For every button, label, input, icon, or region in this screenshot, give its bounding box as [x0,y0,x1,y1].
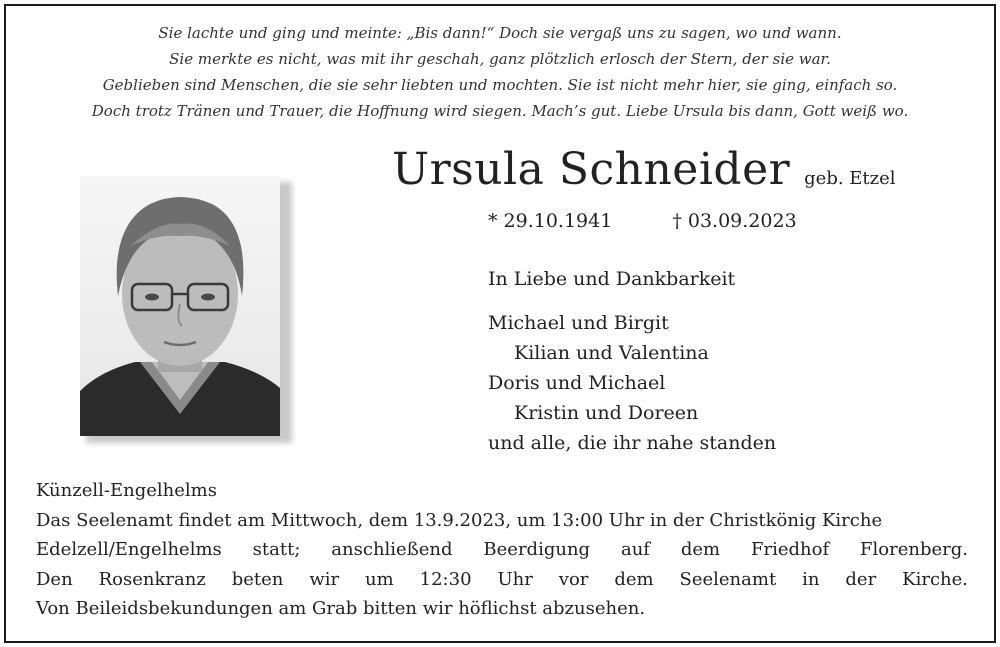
mourner-line: Kristin und Doreen [514,402,699,424]
birth-name: geb. Etzel [804,168,896,189]
notice-line: Den Rosenkranz beten wir um 12:30 Uhr vor dem Seelenamt in der Kirche. [36,568,968,590]
deceased-name: Ursula Schneider [392,144,791,195]
portrait-illustration [80,176,280,436]
poem-line: Geblieben sind Menschen, die sie sehr liebten und mochten. Sie ist nicht mehr hier, sie ging, einfach so. [102,76,898,94]
notice-line: Von Beileidsbekundungen am Grab bitten wir höflichst abzusehen. [36,598,646,619]
mourner-line: Michael und Birgit [488,312,669,334]
dedication-line: In Liebe und Dankbarkeit [488,268,736,290]
poem-line: Doch trotz Tränen und Trauer, die Hoffnung wird siegen. Mach’s gut. Liebe Ursula bis dann, Gott weiß wo. [91,102,909,120]
notice-line: Edelzell/Engelhelms statt; anschließend Beerdigung auf dem Friedhof Florenberg. [36,539,968,560]
funeral-details [36,476,968,624]
mourner-line: und alle, die ihr nahe standen [488,432,777,454]
spacer [488,294,776,308]
birth-date: * 29.10.1941 [488,210,613,232]
memorial-poem [20,20,980,124]
notice-line: Das Seelenamt findet am Mittwoch, dem 13.9.2023, um 13:00 Uhr in der Christkönig Kirche [36,509,883,531]
mourner-line: Kilian und Valentina [514,342,709,364]
death-date: † 03.09.2023 [672,210,797,232]
life-dates [488,206,797,236]
poem-line: Sie merkte es nicht, was mit ihr geschah, ganz plötzlich erlosch der Stern, der sie war. [169,50,831,68]
deceased-heading [392,140,896,200]
place-line: Künzell-Engelhelms [36,480,217,501]
mourners-block [488,264,776,458]
poem-line: Sie lachte und ging und meinte: „Bis dann!“ Doch sie vergaß uns zu sagen, wo und wann. [158,24,842,42]
portrait-photo [80,176,280,436]
mourner-line: Doris und Michael [488,372,666,394]
